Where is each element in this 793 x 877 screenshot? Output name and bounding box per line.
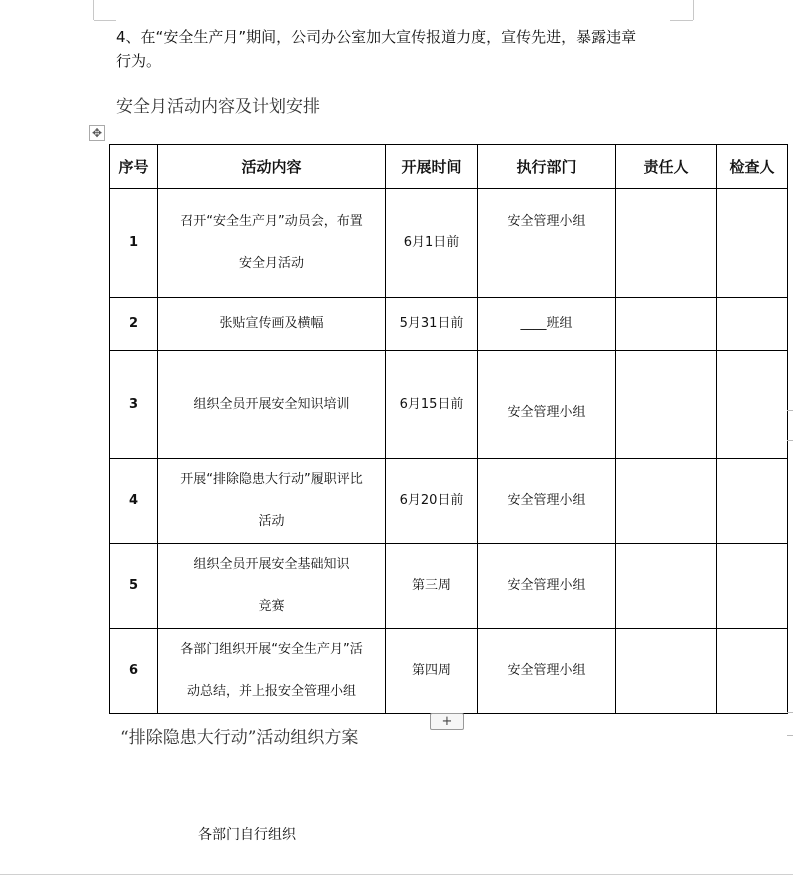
row-dept[interactable] bbox=[478, 351, 616, 459]
row-seq[interactable]: 2 bbox=[110, 298, 158, 351]
activity-plan-table bbox=[109, 144, 788, 714]
row-seq[interactable]: 6 bbox=[110, 629, 158, 714]
row-owner[interactable] bbox=[616, 629, 717, 714]
header-content: 活动内容 bbox=[158, 145, 386, 189]
row-content-line: 组织全员开展安全知识培训 bbox=[193, 396, 350, 412]
row-owner[interactable] bbox=[616, 544, 717, 629]
intro-line-2: 行为。 bbox=[116, 52, 162, 70]
right-edge-mark bbox=[787, 735, 793, 736]
header-seq: 序号 bbox=[110, 145, 158, 189]
right-edge-mark bbox=[787, 410, 793, 411]
table-row bbox=[110, 459, 788, 544]
row-date[interactable]: 第四周 bbox=[386, 629, 478, 714]
row-content-line: 各部门组织开展“安全生产月”活 bbox=[180, 642, 363, 657]
row-content-line: 召开“安全生产月”动员会，布置 bbox=[180, 214, 363, 229]
right-edge-mark bbox=[787, 440, 793, 441]
table-row bbox=[110, 544, 788, 629]
row-owner[interactable] bbox=[616, 459, 717, 544]
crop-mark-left-v bbox=[93, 0, 94, 20]
row-content[interactable] bbox=[158, 298, 386, 351]
row-checker[interactable] bbox=[717, 544, 788, 629]
note-text: 各部门自行组织 bbox=[198, 827, 296, 843]
header-owner: 责任人 bbox=[616, 145, 717, 189]
row-checker[interactable] bbox=[717, 629, 788, 714]
row-dept[interactable]: 安全管理小组 bbox=[478, 629, 616, 714]
table-move-handle-icon[interactable]: ✥ bbox=[89, 125, 105, 141]
table-row bbox=[110, 298, 788, 351]
row-date[interactable]: 第三周 bbox=[386, 544, 478, 629]
row-content-line: 开展“排除隐患大行动”履职评比 bbox=[180, 472, 363, 487]
crop-mark-left-h bbox=[94, 20, 116, 21]
row-content-line: 竞赛 bbox=[258, 599, 285, 614]
row-content[interactable] bbox=[158, 544, 386, 629]
row-dept-text: 安全管理小组 bbox=[507, 214, 586, 229]
row-content-line: 安全月活动 bbox=[238, 256, 304, 271]
row-date[interactable]: 6月1日前 bbox=[386, 189, 478, 298]
add-row-button[interactable]: + bbox=[430, 713, 464, 730]
row-seq[interactable]: 1 bbox=[110, 189, 158, 298]
crop-mark-right-h bbox=[670, 20, 693, 21]
row-content-line: 活动 bbox=[258, 514, 285, 529]
row-dept[interactable]: 安全管理小组 bbox=[478, 544, 616, 629]
table-title: 安全月活动内容及计划安排 bbox=[116, 97, 320, 117]
row-content[interactable] bbox=[158, 459, 386, 544]
page-bottom-edge bbox=[0, 874, 793, 875]
section-heading: “排除隐患大行动”活动组织方案 bbox=[120, 728, 359, 748]
row-seq[interactable]: 3 bbox=[110, 351, 158, 459]
row-checker[interactable] bbox=[717, 298, 788, 351]
crop-mark-right-v bbox=[693, 0, 694, 20]
row-date[interactable]: 6月20日前 bbox=[386, 459, 478, 544]
row-date[interactable]: 6月15日前 bbox=[386, 351, 478, 459]
row-dept[interactable]: ____班组 bbox=[478, 298, 616, 351]
row-seq[interactable]: 5 bbox=[110, 544, 158, 629]
row-dept[interactable] bbox=[478, 189, 616, 298]
header-checker: 检查人 bbox=[717, 145, 788, 189]
intro-line-1: 4、在“安全生产月”期间，公司办公室加大宣传报道力度，宣传先进，暴露违章 bbox=[116, 28, 637, 46]
row-owner[interactable] bbox=[616, 298, 717, 351]
row-checker[interactable] bbox=[717, 459, 788, 544]
row-content[interactable] bbox=[158, 189, 386, 298]
row-checker[interactable] bbox=[717, 189, 788, 298]
right-edge-mark bbox=[787, 712, 793, 713]
header-date: 开展时间 bbox=[386, 145, 478, 189]
row-content-line: 张贴宣传画及横幅 bbox=[219, 316, 324, 331]
row-seq[interactable]: 4 bbox=[110, 459, 158, 544]
row-content-line: 动总结，并上报安全管理小组 bbox=[186, 684, 356, 699]
row-owner[interactable] bbox=[616, 189, 717, 298]
row-checker[interactable] bbox=[717, 351, 788, 459]
table-row bbox=[110, 629, 788, 714]
table-header-row bbox=[110, 145, 788, 189]
table-row bbox=[110, 351, 788, 459]
row-content[interactable] bbox=[158, 629, 386, 714]
row-content[interactable] bbox=[158, 351, 386, 459]
row-date[interactable]: 5月31日前 bbox=[386, 298, 478, 351]
header-dept: 执行部门 bbox=[478, 145, 616, 189]
row-dept[interactable]: 安全管理小组 bbox=[478, 459, 616, 544]
table-row bbox=[110, 189, 788, 298]
row-owner[interactable] bbox=[616, 351, 717, 459]
row-dept-text: 安全管理小组 bbox=[507, 404, 586, 420]
row-content-line: 组织全员开展安全基础知识 bbox=[193, 557, 350, 572]
intro-paragraph bbox=[116, 25, 676, 73]
